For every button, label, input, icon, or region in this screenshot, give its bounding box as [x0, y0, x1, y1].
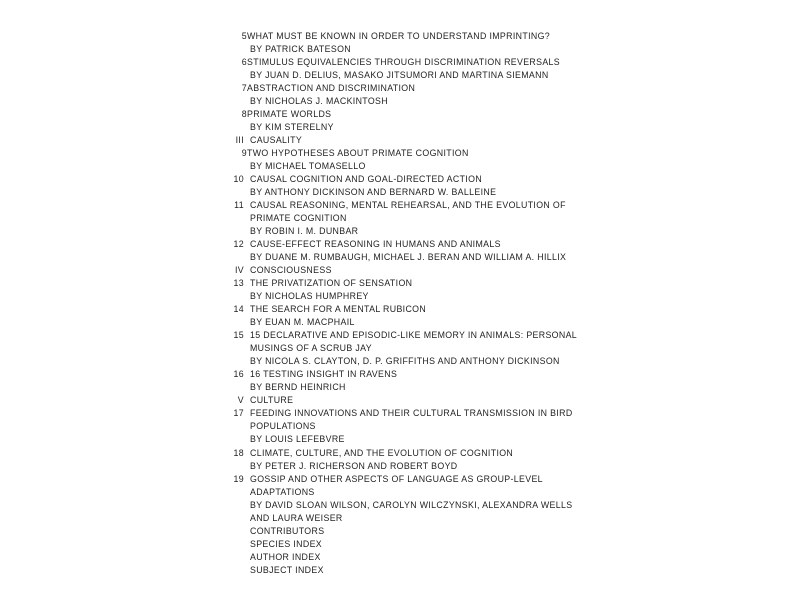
toc-line [226, 538, 586, 551]
toc-entry-number: 17 [233, 408, 244, 419]
toc-entry-text: BY JUAN D. DELIUS, MASAKO JITSUMORI AND MARTINA SIEMANN [250, 70, 549, 81]
toc-entry-text: BY NICHOLAS HUMPHREY [250, 291, 369, 302]
toc-line [226, 212, 586, 225]
toc-line [226, 433, 586, 446]
toc-line [226, 486, 586, 499]
toc-entry-text: ABSTRACTION AND DISCRIMINATION [247, 83, 416, 94]
toc-entry-number: 11 [234, 200, 244, 211]
toc-line [226, 551, 586, 564]
table-of-contents [226, 30, 586, 577]
toc-entry-text: CAUSE-EFFECT REASONING IN HUMANS AND ANIMALS [250, 239, 501, 250]
toc-entry-text: FEEDING INNOVATIONS AND THEIR CULTURAL TRANSMISSION IN BIRD [250, 408, 573, 419]
toc-line [226, 420, 586, 433]
toc-entry-number: IV [234, 265, 244, 276]
toc-line [226, 95, 586, 108]
toc-entry-text: SUBJECT INDEX [250, 564, 324, 575]
toc-entry-number: 7 [241, 83, 247, 94]
toc-entry [226, 394, 586, 407]
toc-entry [226, 173, 586, 186]
toc-entry-text: SPECIES INDEX [250, 538, 323, 549]
toc-entry-text: GOSSIP AND OTHER ASPECTS OF LANGUAGE AS GROUP-LEVEL [250, 473, 543, 484]
toc-line [226, 499, 586, 512]
toc-line [226, 355, 586, 368]
toc-entry-text: BY PATRICK BATESON [250, 44, 351, 55]
toc-entry [226, 108, 586, 121]
toc-entry [226, 134, 586, 147]
toc-entry-text: CAUSAL COGNITION AND GOAL-DIRECTED ACTION [250, 174, 483, 185]
toc-entry-text: CLIMATE, CULTURE, AND THE EVOLUTION OF COGNITION [250, 447, 514, 458]
toc-entry-number: 10 [233, 174, 244, 185]
toc-entry-text: TWO HYPOTHESES ABOUT PRIMATE COGNITION [247, 148, 469, 159]
toc-entry-number: 6 [241, 57, 247, 68]
toc-entry [226, 238, 586, 251]
toc-entry-text: STIMULUS EQUIVALENCIES THROUGH DISCRIMINATION REVERSALS [247, 57, 561, 68]
toc-entry-text: BY KIM STERELNY [250, 122, 334, 133]
toc-entry-number: 15 [233, 330, 244, 341]
toc-line [226, 290, 586, 303]
toc-line [226, 121, 586, 134]
toc-entry [226, 303, 586, 316]
toc-entry-text: BY NICHOLAS J. MACKINTOSH [250, 96, 388, 107]
toc-entry-text: CULTURE [250, 395, 294, 406]
toc-entry-text: AUTHOR INDEX [250, 551, 321, 562]
toc-entry-text: THE SEARCH FOR A MENTAL RUBICON [250, 304, 427, 315]
toc-entry [226, 329, 586, 342]
toc-line [226, 160, 586, 173]
toc-line [226, 225, 586, 238]
toc-entry-text: THE PRIVATIZATION OF SENSATION [250, 278, 413, 289]
toc-entry-number: 12 [233, 239, 244, 250]
toc-line [226, 316, 586, 329]
toc-entry-text: BY NICOLA S. CLAYTON, D. P. GRIFFITHS AND ANTHONY DICKINSON [250, 356, 560, 367]
toc-entry-text: BY EUAN M. MACPHAIL [250, 317, 355, 328]
toc-entry [226, 199, 586, 212]
toc-line [226, 69, 586, 82]
toc-line [226, 43, 586, 56]
toc-entry-text: ADAPTATIONS [250, 486, 315, 497]
toc-entry-number: 8 [241, 109, 247, 120]
toc-entry-number: 9 [241, 148, 247, 159]
toc-entry [226, 56, 586, 69]
toc-entry-text: BY LOUIS LEFEBVRE [250, 434, 345, 445]
toc-entry-text: CONSCIOUSNESS [250, 265, 332, 276]
toc-entry [226, 147, 586, 160]
toc-entry-text: WHAT MUST BE KNOWN IN ORDER TO UNDERSTAND IMPRINTING? [247, 31, 551, 41]
toc-entry [226, 368, 586, 381]
toc-entry-text: CAUSALITY [250, 135, 303, 146]
toc-entry-text: 15 DECLARATIVE AND EPISODIC-LIKE MEMORY IN ANIMALS: PERSONAL [250, 330, 578, 341]
toc-entry-text: CAUSAL REASONING, MENTAL REHEARSAL, AND THE EVOLUTION OF [250, 200, 566, 211]
toc-entry [226, 473, 586, 486]
toc-entry [226, 264, 586, 277]
toc-entry-number: 18 [233, 447, 244, 458]
toc-entry-text: POPULATIONS [250, 421, 316, 432]
toc-entry [226, 277, 586, 290]
toc-entry-number: 16 [233, 369, 244, 380]
toc-entry-text: BY DUANE M. RUMBAUGH, MICHAEL J. BERAN AND WILLIAM A. HILLIX [250, 252, 567, 263]
toc-entry-text: PRIMATE COGNITION [250, 213, 347, 224]
toc-entry-text: CONTRIBUTORS [250, 525, 325, 536]
toc-entry-text: MUSINGS OF A SCRUB JAY [250, 343, 372, 354]
toc-entry [226, 30, 586, 43]
toc-entry [226, 447, 586, 460]
toc-entry-text: BY PETER J. RICHERSON AND ROBERT BOYD [250, 460, 458, 471]
toc-entry-text: BY BERND HEINRICH [250, 382, 346, 393]
toc-entry-number: 5 [241, 31, 247, 41]
toc-entry [226, 407, 586, 420]
toc-entry-number: III [235, 135, 244, 146]
toc-entry-text: 16 TESTING INSIGHT IN RAVENS [250, 369, 398, 380]
toc-line [226, 381, 586, 394]
toc-entry-text: AND LAURA WEISER [250, 512, 343, 523]
toc-entry [226, 82, 586, 95]
toc-entry-number: 13 [233, 278, 244, 289]
toc-entry-number: 14 [233, 304, 244, 315]
toc-entry-text: BY MICHAEL TOMASELLO [250, 161, 366, 172]
toc-entry-text: BY DAVID SLOAN WILSON, CAROLYN WILCZYNSKI, ALEXANDRA WELLS [250, 499, 573, 510]
toc-line [226, 186, 586, 199]
toc-entry-text: BY ROBIN I. M. DUNBAR [250, 226, 359, 237]
toc-entry-text: PRIMATE WORLDS [247, 109, 332, 120]
toc-entry-number: V [237, 395, 244, 406]
toc-entry-number: 19 [233, 473, 244, 484]
toc-line [226, 525, 586, 538]
toc-line [226, 512, 586, 525]
toc-line [226, 251, 586, 264]
toc-entry-text: BY ANTHONY DICKINSON AND BERNARD W. BALLEINE [250, 187, 497, 198]
toc-line [226, 460, 586, 473]
toc-line [226, 342, 586, 355]
toc-line [226, 564, 586, 577]
